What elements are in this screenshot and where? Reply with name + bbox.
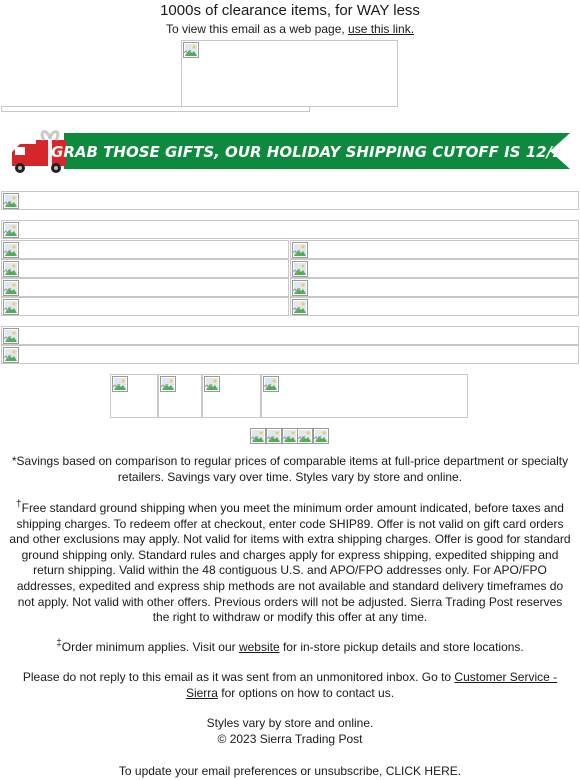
broken-image-icon bbox=[160, 376, 176, 392]
broken-image-icon bbox=[3, 280, 19, 296]
no-reply-note bbox=[8, 670, 572, 701]
copyright: © 2023 Sierra Trading Post bbox=[217, 732, 363, 746]
view-web-link[interactable]: use this link. bbox=[348, 22, 415, 36]
preheader-headline: 1000s of clearance items, for WAY less bbox=[160, 2, 420, 19]
no-reply-prefix: Please do not reply to this email as it was sent from an unmonitored inbox. Go to bbox=[22, 670, 455, 684]
product-image-7[interactable] bbox=[1, 297, 289, 316]
double-dagger-mark: ‡ bbox=[56, 638, 62, 649]
product-image-4[interactable] bbox=[290, 259, 579, 278]
shipping-disclaimer bbox=[8, 497, 572, 626]
styles-note: Styles vary by store and online. bbox=[206, 716, 374, 730]
broken-image-icon bbox=[3, 299, 19, 315]
dagger-mark: † bbox=[16, 499, 22, 510]
product-image-6[interactable] bbox=[290, 278, 579, 297]
social-icon-1[interactable] bbox=[250, 428, 266, 444]
order-minimum-prefix: Order minimum applies. Visit our bbox=[61, 640, 239, 654]
broken-image-icon bbox=[292, 261, 308, 277]
social-icon-2[interactable] bbox=[266, 428, 282, 444]
footer-nav-image-3[interactable] bbox=[202, 374, 261, 418]
no-reply-suffix: for options on how to contact us. bbox=[217, 685, 395, 700]
nav-divider-image bbox=[1, 106, 310, 112]
social-icon-3[interactable] bbox=[282, 428, 298, 444]
broken-image-icon bbox=[292, 280, 308, 296]
product-image-5[interactable] bbox=[1, 278, 289, 297]
view-web-line bbox=[0, 22, 580, 36]
savings-disclaimer: *Savings based on comparison to regular prices of comparable items at full-price department or specialty retailers. Savings vary over time. Styles vary by store and online. bbox=[11, 454, 569, 484]
broken-image-icon bbox=[292, 299, 308, 315]
broken-image-icon bbox=[112, 376, 128, 392]
product-image-3[interactable] bbox=[1, 259, 289, 278]
broken-image-icon bbox=[3, 328, 19, 344]
customer-service-link[interactable]: Customer Service - Sierra bbox=[185, 670, 558, 700]
broken-image-icon bbox=[3, 193, 19, 209]
broken-image-icon bbox=[263, 376, 279, 392]
footer-nav-image-1[interactable] bbox=[110, 374, 158, 418]
promo-image-1[interactable] bbox=[1, 326, 579, 345]
footer-nav-image-2[interactable] bbox=[158, 374, 202, 418]
broken-image-icon bbox=[292, 242, 308, 258]
view-web-prefix: To view this email as a web page, bbox=[165, 22, 349, 36]
order-minimum-suffix: for in-store pickup details and store locations. bbox=[279, 640, 524, 654]
website-link[interactable]: website bbox=[238, 640, 280, 654]
unsubscribe-line[interactable]: To update your email preferences or unsubscribe, CLICK HERE. bbox=[118, 764, 462, 778]
promo-image-2[interactable] bbox=[1, 345, 579, 364]
hero-image[interactable] bbox=[1, 191, 579, 210]
social-icon-4[interactable] bbox=[297, 428, 313, 444]
broken-image-icon bbox=[3, 261, 19, 277]
banner-text: GRAB THOSE GIFTS, OUR HOLIDAY SHIPPING CUTOFF IS 12/13 bbox=[51, 143, 573, 161]
product-image-1[interactable] bbox=[1, 240, 289, 259]
product-image-8[interactable] bbox=[290, 297, 579, 316]
social-icon-5[interactable] bbox=[313, 428, 329, 444]
broken-image-icon bbox=[3, 222, 19, 238]
holiday-shipping-banner[interactable] bbox=[0, 124, 580, 178]
order-minimum-note bbox=[8, 636, 572, 656]
broken-image-icon bbox=[204, 376, 220, 392]
product-image-2[interactable] bbox=[290, 240, 579, 259]
logo-image[interactable] bbox=[181, 40, 398, 107]
footer-nav-image-4[interactable] bbox=[261, 374, 468, 418]
broken-image-icon bbox=[3, 242, 19, 258]
section-header-image[interactable] bbox=[1, 220, 579, 239]
broken-image-icon bbox=[3, 347, 19, 363]
broken-image-icon bbox=[183, 42, 199, 58]
shipping-disclaimer-text: Free standard ground shipping when you meet the minimum order amount indicated, before taxes and shipping charges. To redeem offer at checkout, enter code SHIP89. Offer is not valid on gift card orders and other exclusions may apply. Not valid for items with extra shipping charges. Offer is good for standard ground shipping only. Standard rules and charges apply for express shipping, expedited shipping and return shipping. Valid within the 48 contiguous U.S. and APO/FPO addresses only. For APO/FPO addresses, expedited and express ship methods are not available and standard delivery timeframes do not apply. Not valid with other offers. Previous orders will not be adjusted. Sierra Trading Post reserves the right to withdraw or modify this offer at any time. bbox=[9, 501, 571, 625]
